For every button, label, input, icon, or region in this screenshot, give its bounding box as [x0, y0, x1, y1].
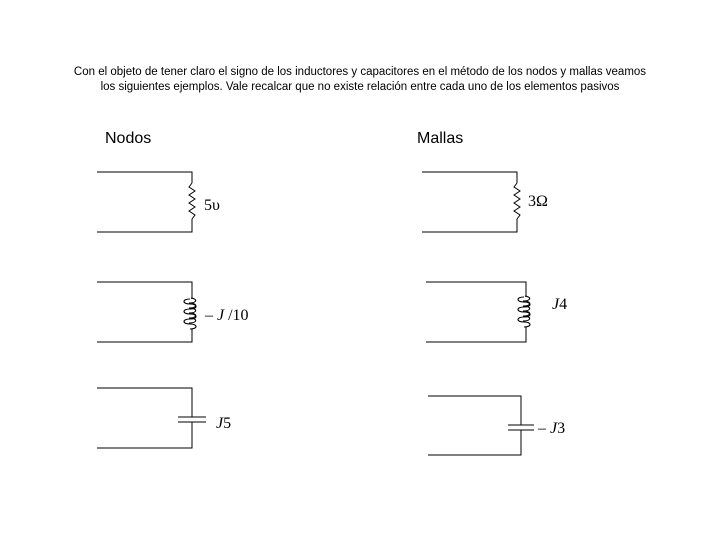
nodos-resistor-circuit — [97, 172, 220, 232]
nodos-capacitor-circuit — [97, 388, 231, 448]
nodos-inductor-circuit — [97, 282, 249, 342]
nodos-resistor-label: 5υ — [204, 197, 220, 214]
mallas-resistor-symbol — [514, 183, 520, 219]
mallas-resistor-circuit — [422, 172, 548, 232]
intro-line-1: Con el objeto de tener claro el signo de los inductores y capacitores en el método de los nodos y mallas veamos — [73, 66, 647, 78]
intro-line-2: los siguientes ejemplos. Vale recalcar que no existe relación entre cada uno de los elementos pasivos — [100, 81, 620, 93]
mallas-inductor-symbol — [518, 296, 530, 327]
nodos-inductor-label: – J /10 — [205, 307, 249, 324]
mallas-capacitor-circuit — [428, 396, 565, 455]
mallas-inductor-circuit — [426, 282, 567, 342]
mallas-capacitor-label: – J3 — [538, 420, 566, 437]
nodos-inductor-symbol — [184, 298, 196, 329]
mallas-inductor-label: J4 — [552, 296, 568, 313]
mallas-heading: Mallas — [417, 130, 464, 147]
nodos-resistor-symbol — [189, 183, 195, 219]
nodos-heading: Nodos — [105, 130, 152, 147]
nodos-capacitor-label: J5 — [216, 415, 232, 432]
mallas-resistor-label: 3Ω — [528, 193, 548, 210]
